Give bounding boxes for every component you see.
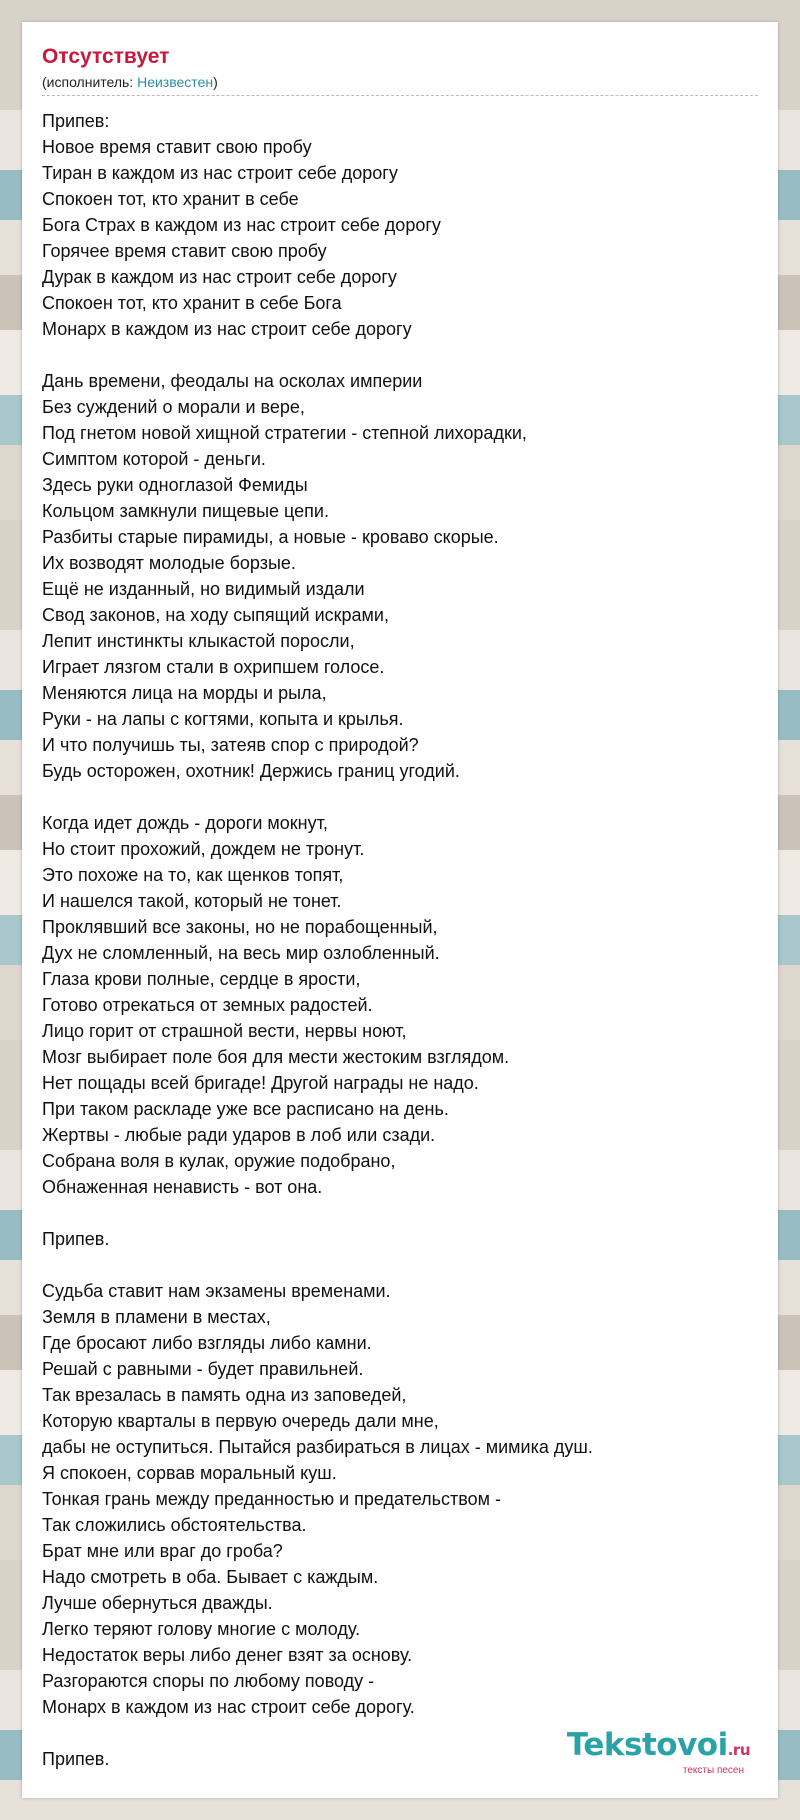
logo-wordmark (567, 1729, 750, 1766)
lyrics-card (22, 22, 778, 1798)
logo-tagline: тексты песен (682, 1765, 744, 1776)
song-title: Отсутствует (42, 45, 170, 68)
performer-line (42, 73, 758, 96)
performer-prefix: (исполнитель: (42, 74, 138, 90)
logo-name: Tekstovoi (566, 1727, 728, 1763)
site-logo[interactable] (567, 1729, 750, 1776)
performer-suffix: ) (213, 74, 218, 90)
performer-link[interactable]: Неизвестен (137, 74, 214, 90)
lyrics-text: Припев: Новое время ставит свою пробу Тиран в каждом из нас строит себе дорогу Спокоен тот, кто хранит в себе Бога Страх в каждом из нас строит себе дорогу Горячее время ставит свою пробу Дурак в каждом из нас строит себе дорогу Спокоен тот, кто хранит в себе Бога Монарх в каждом из нас строит себе дорогу Дань времени, феодалы на осколах империи Без суждений о морали и вере, Под гнетом новой хищной стратегии - степной лихорадки, Симптом которой - деньги. Здесь руки одноглазой Фемиды Кольцом замкнули пищевые цепи. Разбиты старые пирамиды, а новые - кроваво скорые. Их возводят молодые борзые. Ещё не изданный, но видимый издали Свод законов, на ходу сыпящий искрами, Лепит инстинкты клыкастой поросли, Играет лязгом стали в охрипшем голосе. Меняются лица на морды и рыла, Руки - на лапы с когтями, копыта и крылья. И что получишь ты, затеяв спор с природой? Будь осторожен, охотник! Держись границ угодий. Когда идет дождь - дороги мокнут, Но стоит прохожий, дождем не тронут. Это похоже на то, как щенков топят, И нашелся такой, который не тонет. Проклявший все законы, но не порабощенный, Дух не сломленный, на весь мир озлобленный. Глаза крови полные, сердце в ярости, Готово отрекаться от земных радостей. Лицо горит от страшной вести, нервы ноют, Мозг выбирает поле боя для мести жестоким взглядом. Нет пощады всей бригаде! Другой награды не надо. При таком раскладе уже все расписано на день. Жертвы - любые ради ударов в лоб или сзади. Собрана воля в кулак, оружие подобрано, Обнаженная ненависть - вот она. Припев. Судьба ставит нам экзамены временами. Земля в пламени в местах, Где бросают либо взгляды либо камни. Решай с равными - будет правильней. Так врезалась в память одна из заповедей, Которую кварталы в первую очередь дали мне, дабы не оступиться. Пытайся разбираться в лицах - мимика душ. Я спокоен, сорвав моральный куш. Тонкая грань между преданностью и предательством - Так сложились обстоятельства. Брат мне или враг до гроба? Надо смотреть в оба. Бывает с каждым. Лучше обернуться дважды. Легко теряют голову многие с молоду. Недостаток веры либо денег взят за основу. Разгораются споры по любому поводу - Монарх в каждом из нас строит себе дорогу. Припев. (42, 111, 593, 1769)
logo-tld: .ru (727, 1741, 750, 1759)
